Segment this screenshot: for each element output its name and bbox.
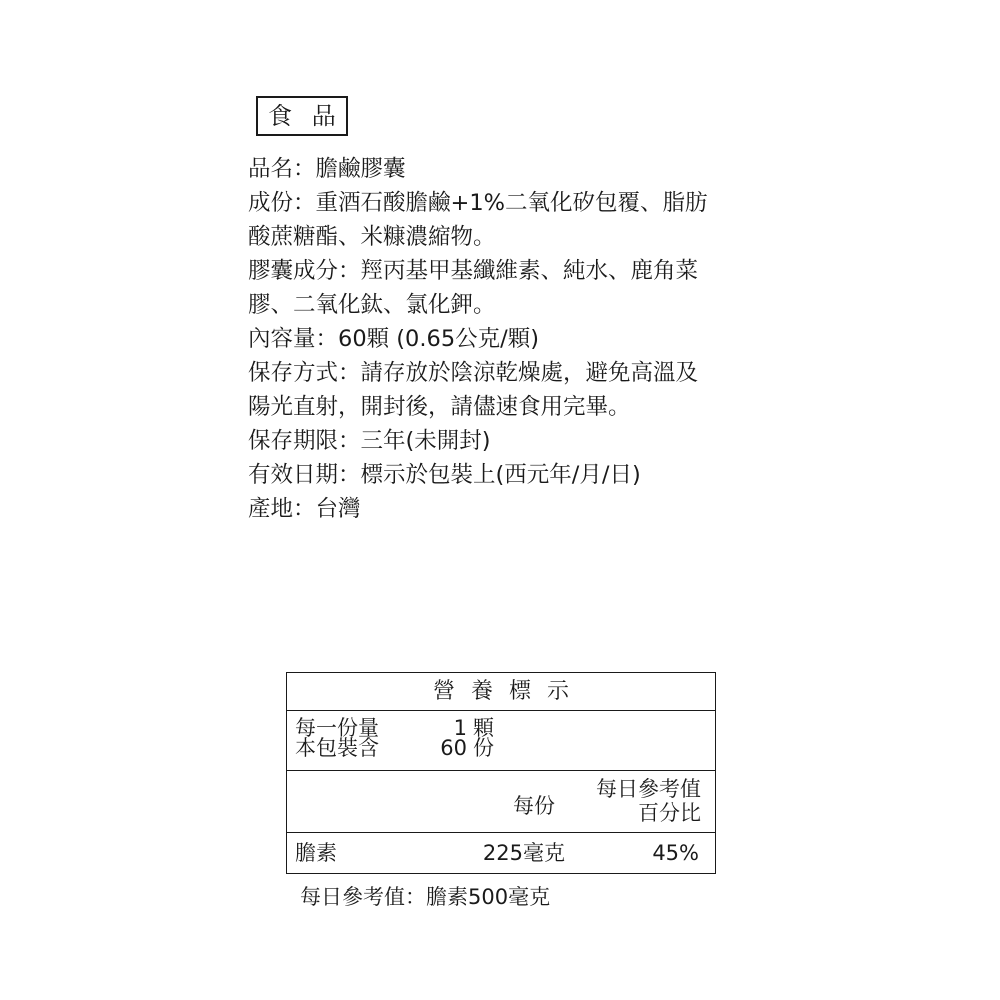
serving-info xyxy=(287,711,715,771)
info-line-expiry: 有效日期：標示於包裝上(西元年/月/日) xyxy=(248,462,641,488)
info-line-capsule-cont: 膠、二氧化鈦、氯化鉀。 xyxy=(248,292,496,318)
serving-size-unit: 顆 xyxy=(473,716,494,740)
servings-value: 60 xyxy=(440,736,467,760)
info-line-ingredients-cont: 酸蔗糖酯、米糠濃縮物。 xyxy=(248,224,496,250)
nutrient-row-choline xyxy=(287,833,715,873)
nutrient-daily-value: 45% xyxy=(652,841,699,865)
serving-size-line xyxy=(295,718,715,738)
daily-value-header-line1: 每日參考值 xyxy=(596,777,701,801)
daily-value-footnote: 每日參考值：膽素500毫克 xyxy=(300,885,551,909)
daily-value-header-line2: 百分比 xyxy=(638,801,701,825)
info-line-name: 品名：膽鹼膠囊 xyxy=(248,156,406,182)
daily-value-header xyxy=(596,777,701,825)
product-info xyxy=(248,152,788,526)
info-line-origin: 產地：台灣 xyxy=(248,496,361,522)
nutrition-header-row xyxy=(287,771,715,833)
serving-size-label: 每一份量 xyxy=(295,716,379,740)
info-line-ingredients: 成份：重酒石酸膽鹼+1%二氧化矽包覆、脂肪 xyxy=(248,190,708,216)
nutrition-table xyxy=(286,672,716,874)
servings-unit: 份 xyxy=(473,736,494,760)
per-serving-header: 每份 xyxy=(513,794,555,818)
servings-label: 本包裝含 xyxy=(295,736,379,760)
nutrient-amount: 225毫克 xyxy=(482,841,565,865)
info-line-storage: 保存方式：請存放於陰涼乾燥處，避免高溫及 xyxy=(248,360,699,386)
nutrition-title: 營養標示 xyxy=(287,673,715,711)
nutrient-name: 膽素 xyxy=(295,841,337,865)
serving-size-value: 1 xyxy=(453,716,467,740)
servings-per-pack-line xyxy=(295,738,715,758)
info-line-content: 內容量：60顆 (0.65公克/顆) xyxy=(248,326,540,352)
info-line-capsule: 膠囊成分：羥丙基甲基纖維素、純水、鹿角菜 xyxy=(248,258,699,284)
info-line-shelf-life: 保存期限：三年(未開封) xyxy=(248,428,491,454)
info-line-storage-cont: 陽光直射，開封後，請儘速食用完畢。 xyxy=(248,394,631,420)
category-label: 食 品 xyxy=(256,96,348,136)
